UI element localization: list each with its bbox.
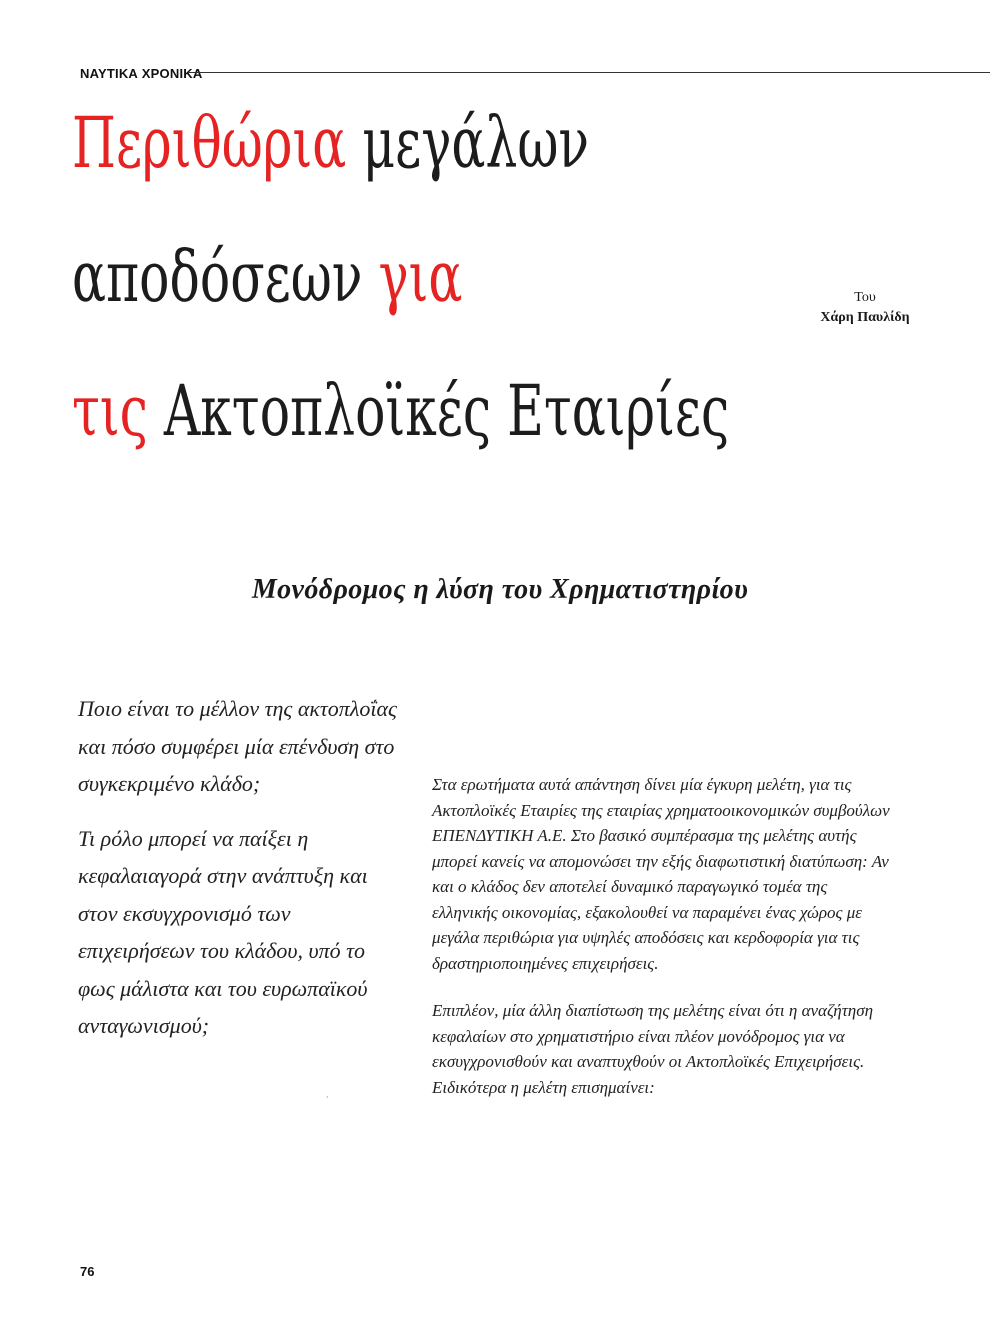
headline bbox=[72, 102, 730, 510]
subtitle: Μονόδρομος η λύση του Χρηματιστηρίου bbox=[251, 574, 749, 605]
headline-line-3 bbox=[72, 370, 730, 510]
headline-text-2: αποδόσεων bbox=[72, 236, 363, 318]
intro-question-2: Τι ρόλο μπορεί να παίξει η κεφαλαιαγορά στην ανάπτυξη και στον εκσυγχρονισμό των επιχειρήσεων του κλάδου, υπό το φως μάλιστα και του ευρωπαϊκού ανταγωνισμού; bbox=[78, 825, 368, 1038]
page-number: 76 bbox=[80, 1264, 95, 1279]
body-paragraph-2: Επιπλέον, μία άλλη διαπίστωση της μελέτης είναι ότι η αναζήτηση κεφαλαίων στο χρηματιστήριο είναι πλέον μονόδρομος για να εκσυγχρονισθούν και αναπτυχθούν οι Ακτοπλοϊκές Επιχειρήσεις. Ειδικότερα η μελέτη επισημαίνει: bbox=[432, 1001, 874, 1097]
headline-line-2 bbox=[72, 236, 729, 376]
header-rule bbox=[188, 72, 990, 73]
headline-line-1 bbox=[72, 102, 729, 242]
print-speck: · bbox=[326, 1093, 329, 1102]
intro-questions bbox=[78, 690, 398, 1062]
headline-word-red-1: Περιθώρια bbox=[72, 102, 347, 184]
section-label: ΝΑΥΤΙΚΑ ΧΡΟΝΙΚΑ bbox=[80, 66, 203, 81]
byline-prefix: Του bbox=[854, 290, 876, 305]
headline-text-3: Ακτοπλοϊκές Εταιρίες bbox=[163, 370, 730, 452]
headline-word-red-2: για bbox=[378, 236, 463, 318]
headline-word-red-3: τις bbox=[72, 370, 148, 452]
headline-text-1: μεγάλων bbox=[362, 102, 590, 184]
byline-author: Χάρη Παυλίδη bbox=[820, 310, 910, 325]
body-paragraph-1: Στα ερωτήματα αυτά απάντηση δίνει μία έγκυρη μελέτη, για τις Ακτοπλοϊκές Εταιρίες της εταιρίας χρηματοοικονομικών συμβούλων ΕΠΕΝΔΥΤΙΚΗ Α.Ε. Στο βασικό συμπέρασμα της μελέτης αυτής μπορεί κανείς να απομονώσει την εξής διαφωτιστική διατύπωση: Αν και ο κλάδος δεν αποτελεί δυναμικό παραγωγικό τομέα της ελληνικής οικονομίας, εξακολουθεί να παραμένει ένας χώρος με μεγάλα περιθώρια για υψηλές αποδόσεις και κερδοφορία για τις δραστηριοποιημένες επιχειρήσεις. bbox=[432, 775, 890, 973]
article-body bbox=[432, 772, 890, 1122]
intro-question-1: Ποιο είναι το μέλλον της ακτοπλοΐας και πόσο συμφέρει μία επένδυση στο συγκεκριμένο κλάδο; bbox=[78, 696, 397, 796]
byline bbox=[800, 288, 930, 328]
